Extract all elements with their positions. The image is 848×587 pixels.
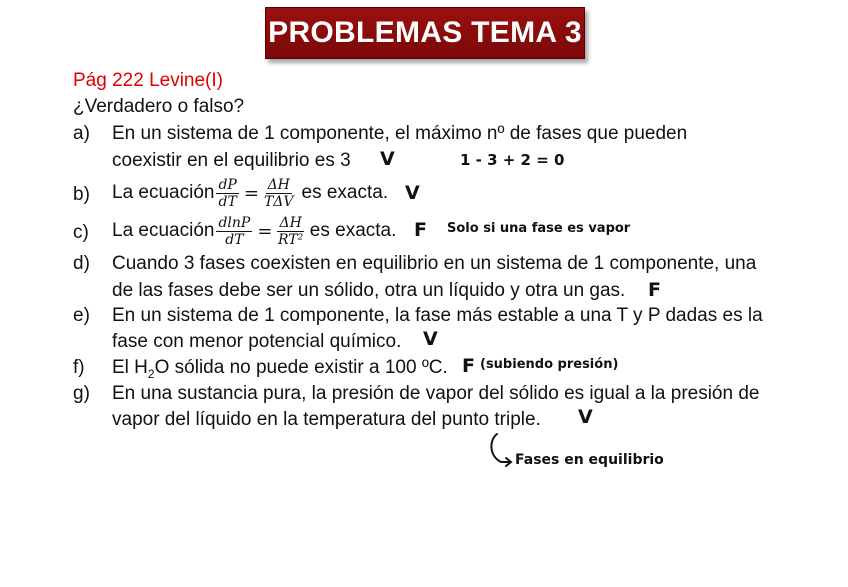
item-b-lhs-fraction	[216, 177, 238, 210]
item-e-line1: En un sistema de 1 componente, la fase más estable a una T y P dadas es la	[112, 305, 763, 326]
item-b-suffix: es exacta.	[301, 182, 389, 203]
item-a-line1: En un sistema de 1 componente, el máximo nº de fases que pueden	[112, 123, 688, 144]
item-c-rhs-den: RT²	[277, 231, 304, 248]
item-f-subscript: 2	[147, 366, 155, 381]
item-c-answer: F	[414, 219, 427, 241]
item-g-label: g)	[73, 383, 90, 404]
item-d-answer: F	[648, 279, 661, 301]
item-e-line2: fase con menor potencial químico.	[112, 331, 402, 352]
item-c-lhs-num: dlnP	[218, 214, 251, 231]
item-f-line	[112, 357, 448, 381]
item-g-line1: En una sustancia pura, la presión de vapor del sólido es igual a la presión de	[112, 383, 760, 404]
item-d-line2: de las fases debe ser un sólido, otra un líquido y otra un gas.	[112, 280, 626, 301]
item-e-label: e)	[73, 305, 90, 326]
item-b-lhs-num: dP	[218, 176, 237, 193]
item-a-line2: coexistir en el equilibrio es 3	[112, 150, 351, 171]
item-c-note: Solo si una fase es vapor	[447, 221, 631, 236]
item-c-rhs-num: ΔH	[279, 214, 302, 231]
item-a-answer: V	[380, 148, 395, 170]
item-b-rhs-fraction	[264, 177, 294, 210]
item-g-answer: V	[578, 406, 593, 428]
item-f-answer: F	[462, 355, 475, 377]
item-f-note: (subiendo presión)	[480, 357, 619, 372]
item-a-label: a)	[73, 123, 90, 144]
item-c-line	[112, 210, 396, 252]
item-b-rhs-den: TΔV	[263, 193, 294, 210]
item-f-label: f)	[73, 357, 85, 378]
item-d-label: d)	[73, 253, 90, 274]
item-b-line	[112, 172, 388, 214]
item-f-post: O sólida no puede existir a 100 ºC.	[154, 357, 448, 378]
source-reference: Pág 222 Levine(I)	[73, 70, 223, 91]
item-b-prefix: La ecuación	[112, 182, 215, 203]
item-c-lhs-den: dT	[225, 231, 244, 248]
item-d-line1: Cuando 3 fases coexisten en equilibrio en un sistema de 1 componente, una	[112, 253, 757, 274]
item-b-lhs-den: dT	[218, 193, 237, 210]
question-heading: ¿Verdadero o falso?	[73, 96, 245, 117]
item-g-line2: vapor del líquido en la temperatura del punto triple.	[112, 409, 541, 430]
item-c-rhs-fraction	[277, 215, 303, 248]
item-c-prefix: La ecuación	[112, 220, 215, 241]
item-c-label: c)	[73, 222, 89, 243]
item-a-note: 1 - 3 + 2 = 0	[460, 151, 565, 169]
item-e-answer: V	[423, 328, 438, 350]
item-g-note: Fases en equilibrio	[515, 452, 664, 468]
item-c-equals: =	[257, 220, 273, 242]
item-b-rhs-num: ΔH	[267, 176, 290, 193]
item-b-answer: V	[405, 182, 420, 204]
item-c-suffix: es exacta.	[309, 220, 397, 241]
hand-arrow-icon	[487, 432, 517, 468]
item-c-lhs-fraction	[216, 215, 252, 248]
page-title: PROBLEMAS TEMA 3	[268, 16, 582, 49]
item-f-pre: El H	[112, 357, 148, 378]
item-b-equals: =	[243, 182, 259, 204]
title-banner	[265, 7, 585, 59]
item-b-label: b)	[73, 184, 90, 205]
